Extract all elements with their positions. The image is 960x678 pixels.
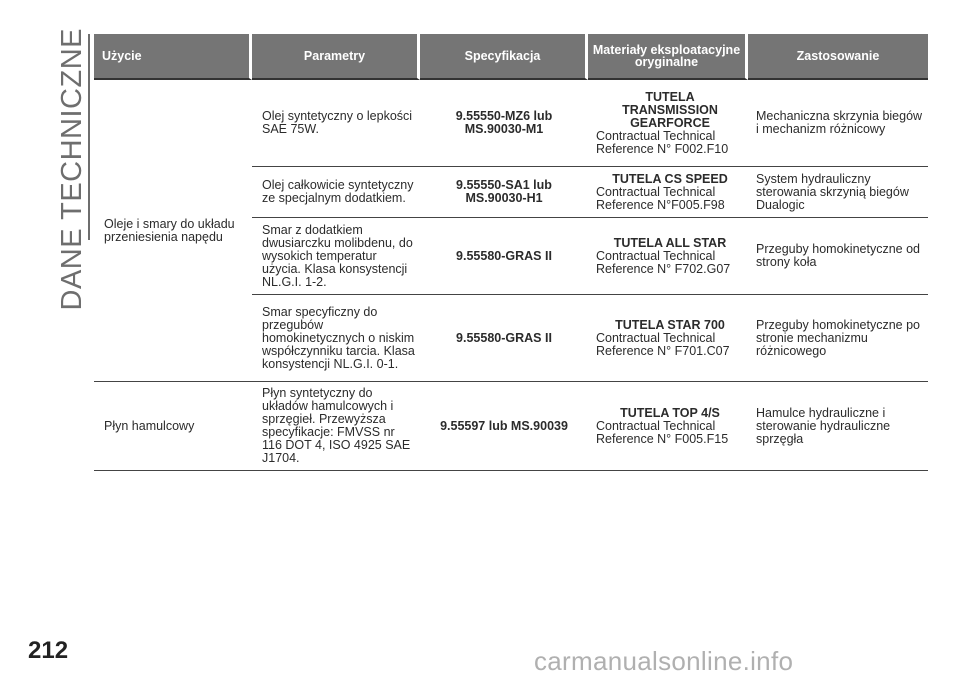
page-number: 212 (28, 637, 69, 664)
section-title (52, 28, 92, 311)
header-application: Zastosowanie (748, 34, 928, 80)
material-reference: Contractual Technical Reference N° F005.F15 (596, 418, 729, 446)
parameters-cell: Olej syntetyczny o lepkości SAE 75W. (252, 80, 420, 167)
application-cell: Przeguby homokinetyczne po stronie mechanizmu różnicowego (748, 295, 928, 382)
material-cell (588, 382, 748, 471)
table-row (94, 382, 928, 471)
application-cell: System hydrauliczny sterowania skrzynią biegów Dualogic (748, 167, 928, 218)
material-cell (588, 218, 748, 295)
header-parameters: Parametry (252, 34, 420, 80)
header-usage: Użycie (94, 34, 252, 80)
material-name: TUTELA TOP 4/S (620, 405, 720, 420)
parameters-cell: Płyn syntetyczny do układów hamulcowych i sprzęgieł. Przewyższa specyfikacje: FMVSS nr 116 DOT 4, ISO 4925 SAE J1704. (252, 382, 420, 471)
material-cell (588, 167, 748, 218)
material-reference: Contractual Technical Reference N° F002.F10 (596, 128, 729, 156)
material-cell (588, 80, 748, 167)
application-cell: Hamulce hydrauliczne i sterowanie hydrauliczne sprzęgła (748, 382, 928, 471)
parameters-cell: Smar z dodatkiem dwusiarczku molibdenu, do wysokich temperatur użycia. Klasa konsystencji NL.G.I. 1-2. (252, 218, 420, 295)
watermark: carmanualsonline.info (534, 646, 794, 676)
specification-cell: 9.55550-MZ6 lub MS.90030-M1 (420, 80, 588, 167)
material-name: TUTELA ALL STAR (613, 235, 727, 250)
material-cell (588, 295, 748, 382)
specification-cell: 9.55580-GRAS II (420, 218, 588, 295)
material-name: TUTELA STAR 700 (615, 317, 725, 332)
fluids-spec-table (94, 34, 928, 471)
section-title-text: DANE TECHNICZNE (55, 28, 88, 311)
parameters-cell: Olej całkowicie syntetyczny ze specjalnym dodatkiem. (252, 167, 420, 218)
material-name: TUTELA CS SPEED (612, 171, 728, 186)
section-divider (88, 34, 90, 240)
application-cell: Przeguby homokinetyczne od strony koła (748, 218, 928, 295)
material-name: TUTELA TRANSMISSION GEARFORCE (622, 89, 718, 130)
application-cell: Mechaniczna skrzynia biegów i mechanizm różnicowy (748, 80, 928, 167)
specification-cell: 9.55580-GRAS II (420, 295, 588, 382)
specification-cell: 9.55550-SA1 lub MS.90030-H1 (420, 167, 588, 218)
material-reference: Contractual Technical Reference N°F005.F98 (596, 184, 725, 212)
material-reference: Contractual Technical Reference N° F701.C07 (596, 330, 730, 358)
parameters-cell: Smar specyficzny do przegubów homokinetycznych o niskim współczynniku tarcia. Klasa konsystencji NL.G.I. 0-1. (252, 295, 420, 382)
usage-cell: Oleje i smary do układu przeniesienia napędu (94, 80, 252, 382)
table-header-row (94, 34, 928, 80)
header-specification: Specyfikacja (420, 34, 588, 80)
table-row (94, 80, 928, 167)
material-reference: Contractual Technical Reference N° F702.G07 (596, 248, 731, 276)
specification-cell: 9.55597 lub MS.90039 (420, 382, 588, 471)
usage-cell: Płyn hamulcowy (94, 382, 252, 471)
header-materials: Materiały eksploatacyjne oryginalne (588, 34, 748, 80)
